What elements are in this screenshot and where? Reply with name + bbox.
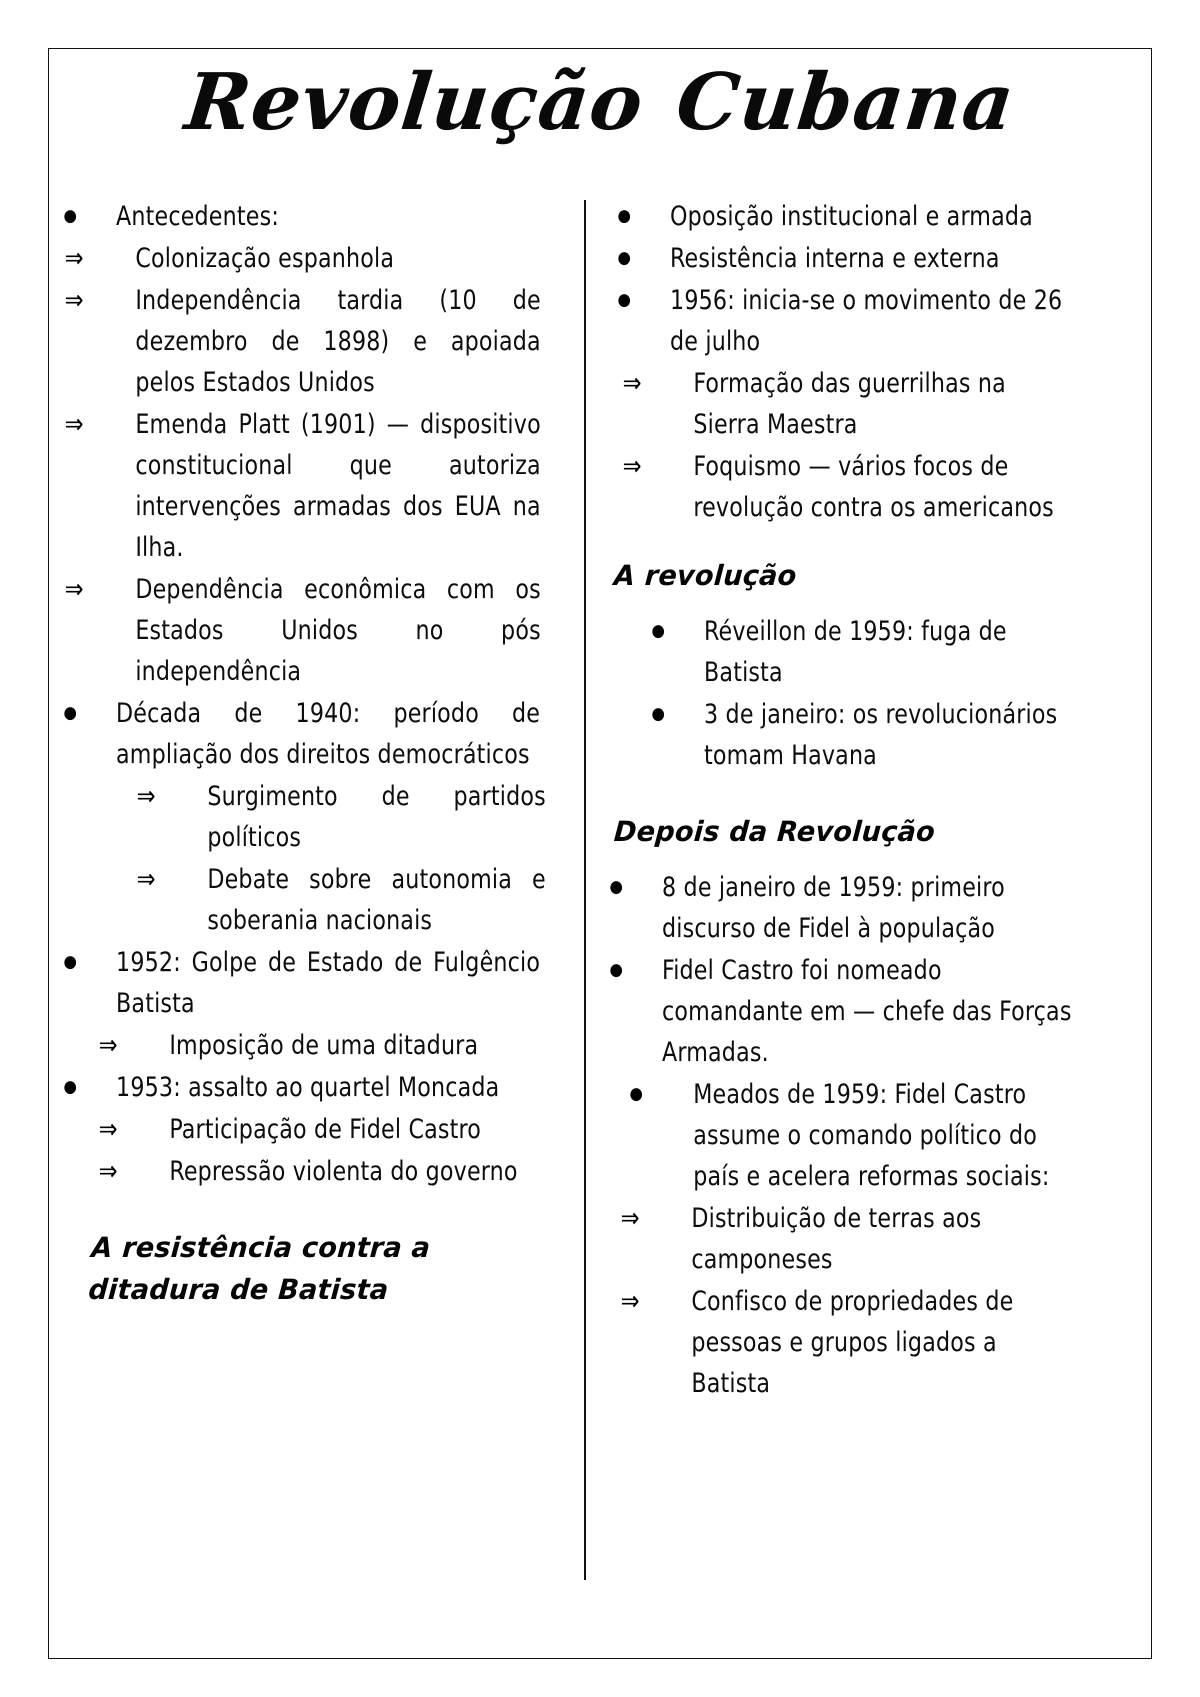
list-item: ⇒ Distribuição de terras aos camponeses (656, 1198, 1076, 1280)
title-word-cubana: Cubana (672, 57, 1019, 148)
list-item: ⇒ Foquismo — vários focos de revolução contra os americanos (658, 446, 1077, 528)
left-column (62, 196, 584, 1586)
list-item: ⇒ Colonização espanhola (100, 238, 541, 279)
page-title (48, 57, 1152, 148)
section-heading-a-revolucao: A revolução (612, 559, 798, 592)
list-item: ● 1956: inicia-se o movimento de 26 de julho (644, 280, 1076, 362)
list-item: ● 8 de janeiro de 1959: primeiro discurso de Fidel à população (636, 867, 1075, 949)
list-item: ⇒ Debate sobre autonomia e soberania nacionais (172, 859, 546, 941)
section-heading-depois-da-revolucao: Depois da Revolução (612, 815, 937, 848)
list-item: ⇒ Imposição de uma ditadura (134, 1025, 543, 1066)
list-item: ● 1952: Golpe de Estado de Fulgêncio Batista (90, 942, 540, 1024)
section-heading-resistencia: A resistência contra a ditadura de Batista (87, 1231, 432, 1306)
content-columns (62, 196, 1138, 1586)
list-item: ⇒ Formação das guerrilhas na Sierra Maestra (658, 363, 1077, 445)
list-item: ⇒ Dependência econômica com os Estados Unidos no pós independência (100, 569, 541, 692)
list-item: ⇒ Independência tardia (10 de dezembro de 1898) e apoiada pelos Estados Unidos (100, 280, 541, 403)
list-item: ● Meados de 1959: Fidel Castro assume o comando político do país e acelera reformas sociais: (656, 1074, 1076, 1197)
list-item: ⇒ Participação de Fidel Castro (134, 1109, 543, 1150)
list-item: ● 3 de janeiro: os revolucionários tomam Havana (678, 694, 1078, 776)
list-item: ⇒ Emenda Platt (1901) — dispositivo constitucional que autoriza intervenções armadas dos EUA na Ilha. (100, 404, 541, 568)
list-item: ⇒ Confisco de propriedades de pessoas e grupos ligados a Batista (656, 1281, 1076, 1404)
list-item: ● Antecedentes: (90, 196, 540, 237)
list-item: ⇒ Surgimento de partidos políticos (172, 776, 546, 858)
list-item: ● 1953: assalto ao quartel Moncada (90, 1067, 540, 1108)
list-item: ● Década de 1940: período de ampliação dos direitos democráticos (90, 693, 540, 775)
list-item: ⇒ Repressão violenta do governo (134, 1151, 543, 1192)
list-item: ● Oposição institucional e armada (644, 196, 1076, 237)
list-item: ● Resistência interna e externa (644, 238, 1076, 279)
right-column (586, 196, 1108, 1586)
list-item: ● Réveillon de 1959: fuga de Batista (678, 611, 1078, 693)
list-item: ● Fidel Castro foi nomeado comandante em — chefe das Forças Armadas. (636, 950, 1075, 1073)
title-word-revolucao: Revolução (181, 57, 648, 148)
